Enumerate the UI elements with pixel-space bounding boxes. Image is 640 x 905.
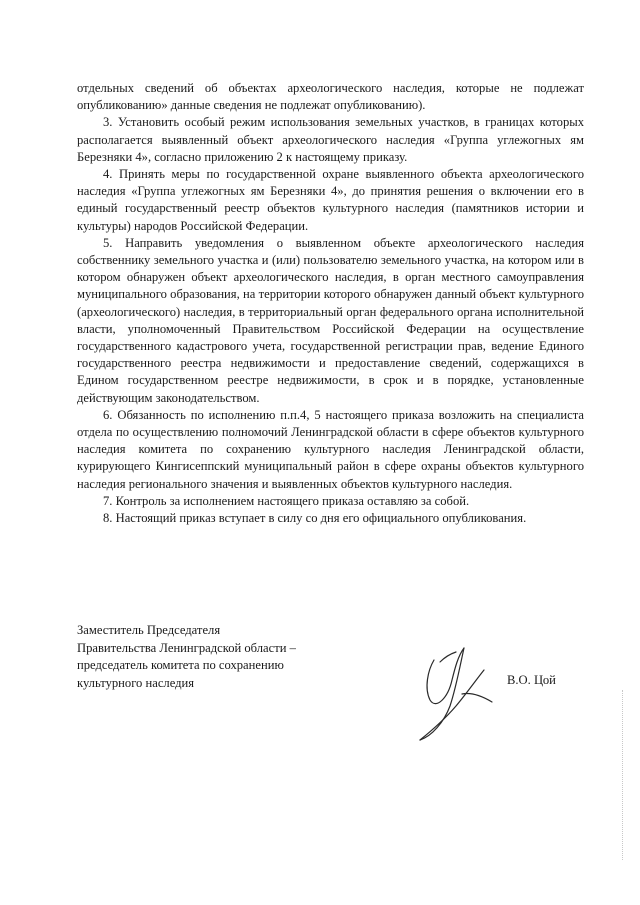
signatory-title-line: культурного наследия [77,675,195,690]
paragraph-item-4: 4. Принять меры по государственной охране выявленного объекта археологического наследия «Группа углежогных ям Березняки 4», до принятия решения о включении его в единый государственный реестр объектов культурного наследия (памятников истории и культуры) народов Российской Федерации. [77,167,584,233]
signatory-title-line: Заместитель Председателя [77,623,221,637]
scan-edge-mark [622,690,624,860]
signatory-name: В.О. Цой [507,673,556,687]
signatory-title [77,622,357,692]
paragraph-item-7: 7. Контроль за исполнением настоящего приказа оставляю за собой. [103,493,470,508]
paragraph-item-3: 3. Установить особый режим использования земельных участков, в границах которых располагается выявленный объект археологического наследия «Группа углежогных ям Березняки 4», согласно приложению 2 к настоящему приказу. [77,115,584,164]
paragraph-continuation: отдельных сведений об объектах археологического наследия, которые не подлежат опубликованию» данные сведения не подлежат опубликованию). [77,81,584,113]
signatory-title-line: Правительства Ленинградской области – [77,640,296,655]
paragraph-item-6: 6. Обязанность по исполнению п.п.4, 5 настоящего приказа возложить на специалиста отдела по осуществлению полномочий Ленинградской области в сфере объектов культурного наследия комитета по сохранению культурного наследия Ленинградской области, курирующего Кингисеппский муниципальный район в сфере охраны объектов культурного наследия регионального значения и выявленных объектов культурного наследия. [77,407,584,491]
paragraph-item-8: 8. Настоящий приказ вступает в силу со дня его официального опубликования. [103,511,527,526]
handwritten-signature [400,640,500,745]
paragraph-item-5: 5. Направить уведомления о выявленном объекте археологического наследия собственнику земельного участка и (или) пользователю земельного участка, на котором или в котором обнаружен объект археологического наследия, в орган местного самоуправления муниципального образования, на территории которого обнаружен данный объект культурного (археологического) наследия, в территориальный орган федерального органа исполнительной власти, уполномоченный Правительством Российской Федерации на осуществление государственного кадастрового учета, государственной регистрации прав, ведение Единого государственного реестра недвижимости и предоставление сведений, содержащихся в Едином государственном реестре недвижимости, в срок и в порядке, установленные действующим законодательством. [77,235,584,405]
signatory-title-line: председатель комитета по сохранению [77,658,284,672]
order-body [77,80,584,527]
